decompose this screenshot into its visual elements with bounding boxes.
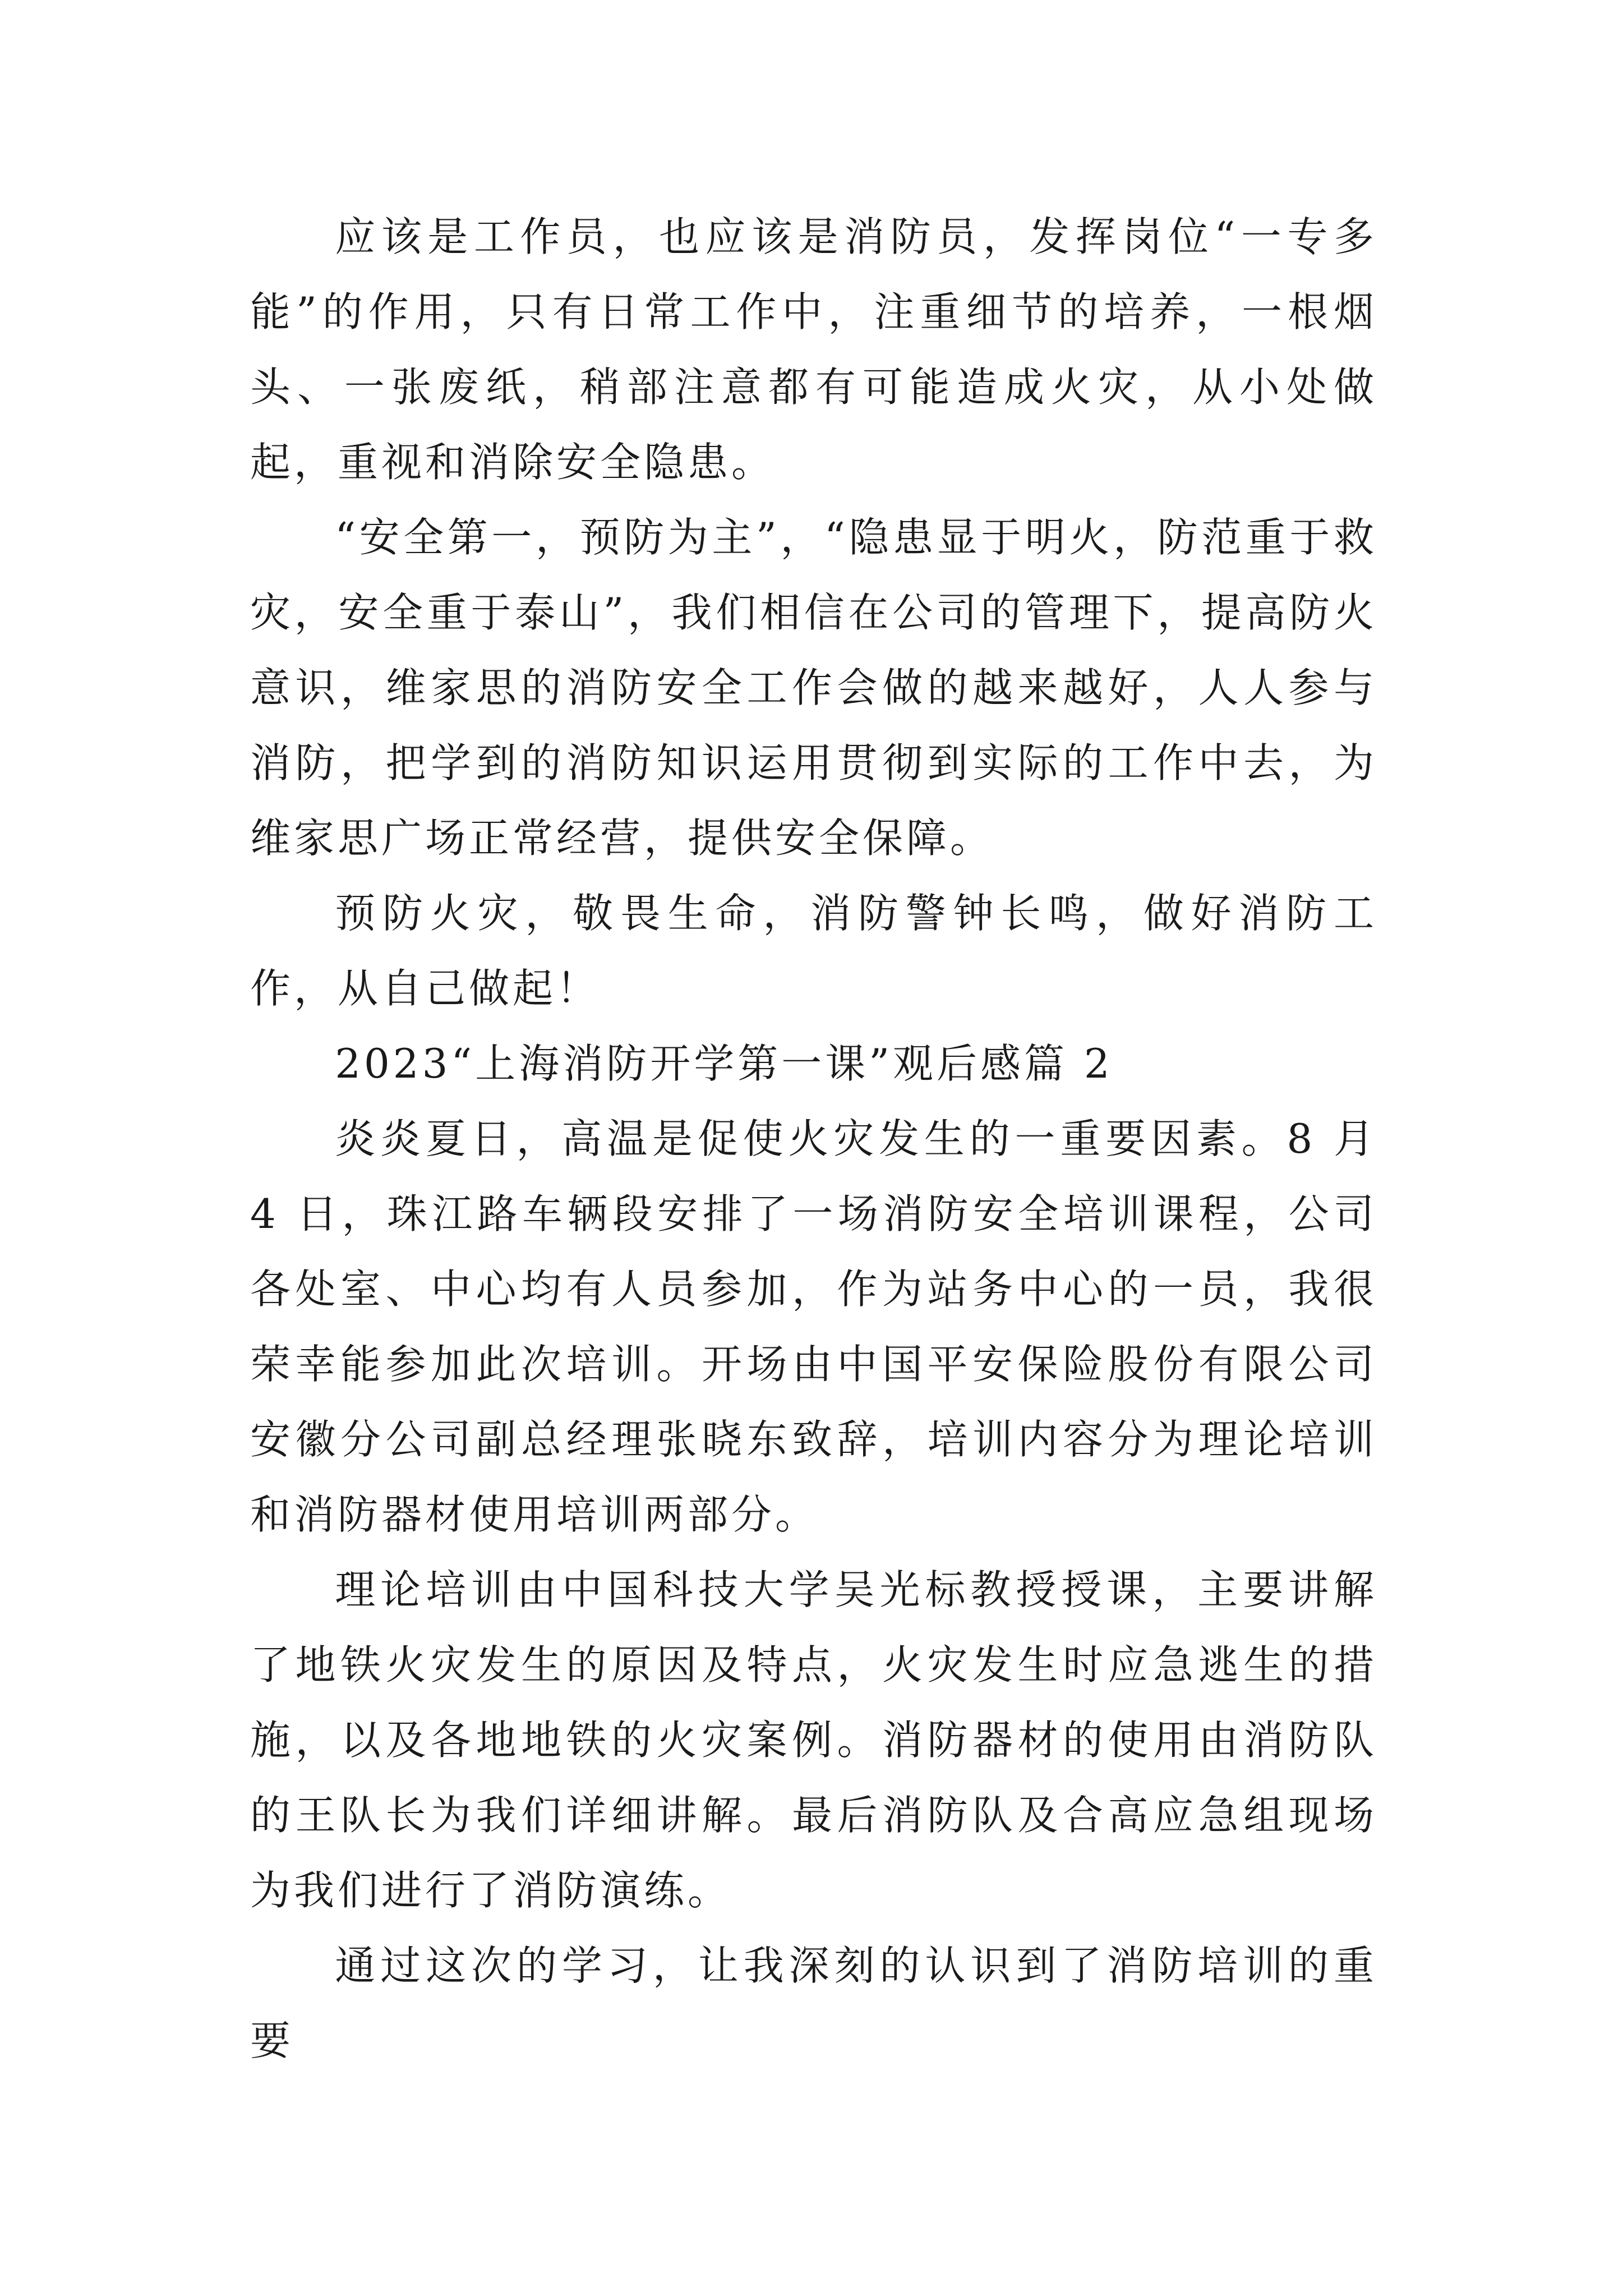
paragraph-1: 应该是工作员，也应该是消防员，发挥岗位“一专多能”的作用，只有日常工作中，注重细节的培养，一根烟头、一张废纸，稍部注意都有可能造成火灾，从小处做起，重视和消除安全隐患。 [250,213,1377,486]
paragraph-3: 预防火灾，敬畏生命，消防警钟长鸣，做好消防工作，从自己做起！ [250,890,1377,1012]
paragraph-4: 炎炎夏日，高温是促使火灾发生的一重要因素。8 月 4 日，珠江路车辆段安排了一场消防安全培训课程，公司各处室、中心均有人员参加，作为站务中心的一员，我很荣幸能参加此次培训。开场由中国平安保险股份有限公司安徽分公司副总经理张晓东致辞，培训内容分为理论培训和消防器材使用培训两部分。 [250,1115,1377,1538]
document-body [250,199,1377,2078]
section-title: 2023“上海消防开学第一课”观后感篇 2 [335,1040,1113,1087]
paragraph-6: 通过这次的学习，让我深刻的认识到了消防培训的重要 [250,1942,1377,2064]
paragraph-5: 理论培训由中国科技大学吴光标教授授课，主要讲解了地铁火灾发生的原因及特点，火灾发生时应急逃生的措施，以及各地地铁的火灾案例。消防器材的使用由消防队的王队长为我们详细讲解。最后消防队及合高应急组现场为我们进行了消防演练。 [250,1566,1377,1914]
paragraph-2: “安全第一，预防为主”，“隐患显于明火，防范重于救灾，安全重于泰山”，我们相信在公司的管理下，提高防火意识，维家思的消防安全工作会做的越来越好，人人参与消防，把学到的消防知识运用贯彻到实际的工作中去，为维家思广场正常经营，提供安全保障。 [250,514,1377,862]
